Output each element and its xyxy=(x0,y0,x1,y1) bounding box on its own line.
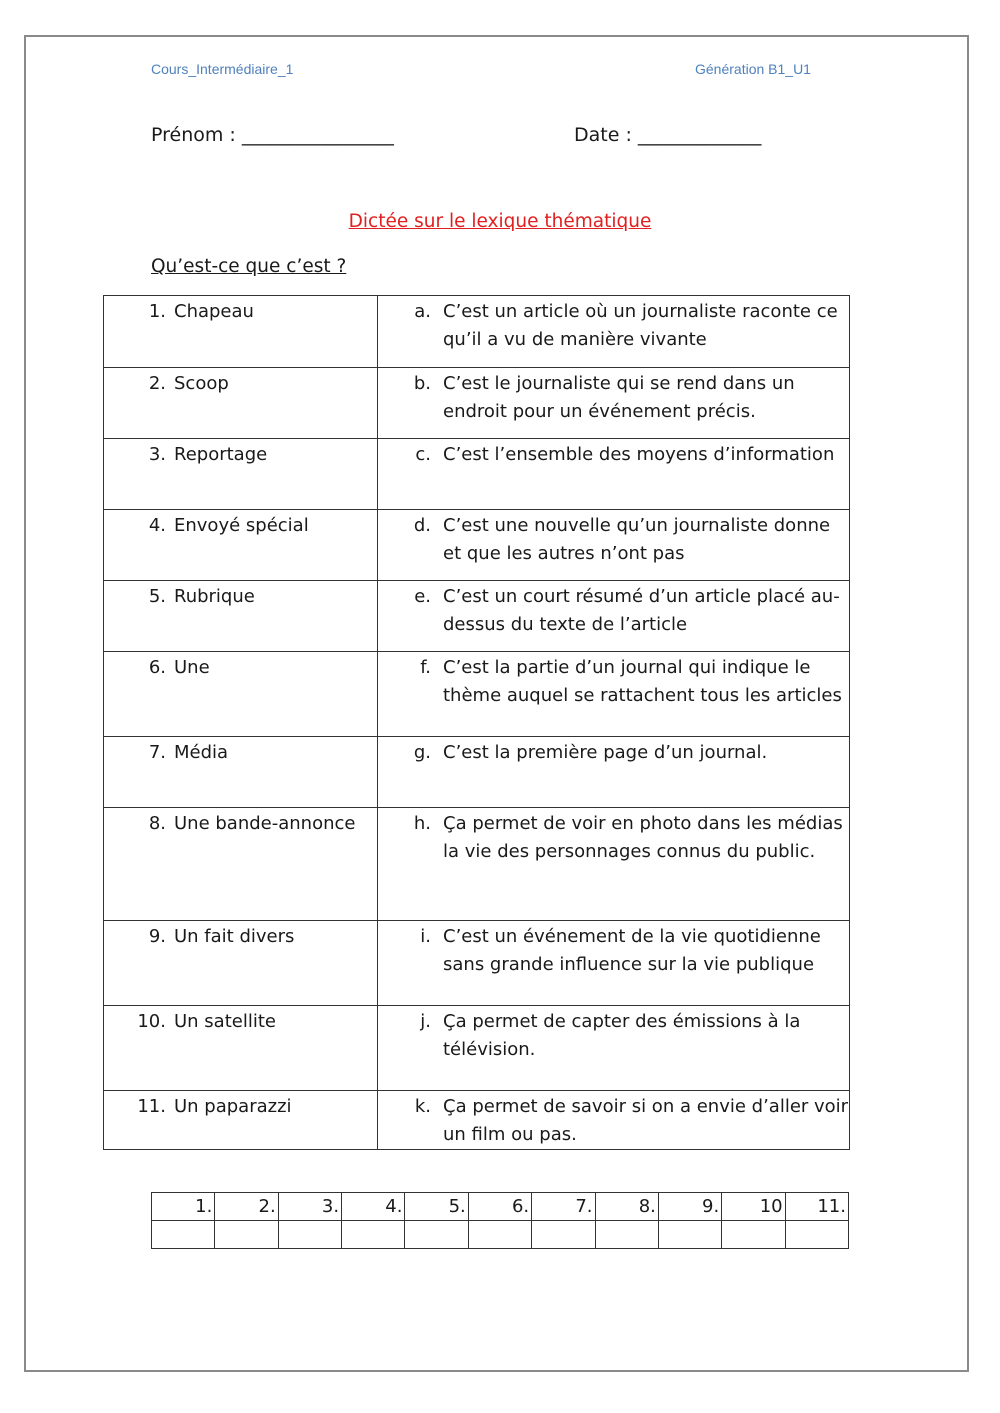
term-number: 2. xyxy=(148,373,166,394)
term-label: Un paparazzi xyxy=(174,1096,292,1117)
answer-cell[interactable] xyxy=(152,1221,215,1249)
definition-cell xyxy=(378,808,850,921)
definition-cell xyxy=(378,581,850,652)
term-label: Scoop xyxy=(174,373,229,394)
term-label: Une bande-annonce xyxy=(174,813,356,834)
definition-cell xyxy=(378,652,850,737)
term-number: 5. xyxy=(148,586,166,607)
term-number: 8. xyxy=(148,813,166,834)
term-number: 6. xyxy=(148,657,166,678)
table-row xyxy=(104,808,850,921)
table-row xyxy=(104,921,850,1006)
definition-cell xyxy=(378,296,850,368)
definition-letter: b. xyxy=(413,373,431,394)
answer-number: 4. xyxy=(342,1193,405,1221)
term-number: 4. xyxy=(148,515,166,536)
answer-number: 7. xyxy=(532,1193,595,1221)
definition-letter: e. xyxy=(414,586,431,607)
definition-text: C’est un événement de la vie quotidienne sans grande influence sur la vie publique xyxy=(443,926,821,975)
definition-text: C’est un article où un journaliste raconte ce qu’il a vu de manière vivante xyxy=(443,301,838,350)
term-label: Une xyxy=(174,657,210,678)
table-row xyxy=(104,296,850,368)
answer-number: 5. xyxy=(405,1193,468,1221)
answer-number: 6. xyxy=(468,1193,531,1221)
definition-letter: i. xyxy=(420,926,431,947)
definition-text: C’est la partie d’un journal qui indique le thème auquel se rattachent tous les articles xyxy=(443,657,842,706)
definition-cell xyxy=(378,921,850,1006)
definition-text: Ça permet de voir en photo dans les médias la vie des personnages connus du public. xyxy=(443,813,843,862)
definition-cell xyxy=(378,1006,850,1091)
term-number: 1. xyxy=(148,301,166,322)
answer-number: 2. xyxy=(215,1193,278,1221)
answer-cell[interactable] xyxy=(278,1221,341,1249)
table-row xyxy=(104,368,850,439)
term-number: 3. xyxy=(148,444,166,465)
answer-cell[interactable] xyxy=(595,1221,658,1249)
definition-letter: a. xyxy=(414,301,431,322)
definition-cell xyxy=(378,439,850,510)
definition-text: C’est un court résumé d’un article placé au-dessus du texte de l’article xyxy=(443,586,840,635)
definition-text: Ça permet de capter des émissions à la télévision. xyxy=(443,1011,801,1060)
definition-text: Ça permet de savoir si on a envie d’aller voir un film ou pas. xyxy=(443,1096,849,1145)
term-number: 7. xyxy=(148,742,166,763)
answer-cell[interactable] xyxy=(532,1221,595,1249)
matching-table xyxy=(103,295,850,1150)
answer-number: 9. xyxy=(658,1193,721,1221)
term-label: Média xyxy=(174,742,229,763)
course-header: Cours_Intermédiaire_1 xyxy=(151,61,294,77)
answer-cell[interactable] xyxy=(342,1221,405,1249)
answer-number: 1. xyxy=(152,1193,215,1221)
definition-letter: c. xyxy=(415,444,431,465)
table-row xyxy=(104,1091,850,1150)
term-label: Un satellite xyxy=(174,1011,276,1032)
definition-letter: d. xyxy=(413,515,431,536)
definition-cell xyxy=(378,737,850,808)
table-row xyxy=(104,737,850,808)
term-label: Reportage xyxy=(174,444,268,465)
answer-grid xyxy=(151,1192,849,1249)
definition-text: C’est la première page d’un journal. xyxy=(443,742,768,763)
term-label: Rubrique xyxy=(174,586,255,607)
answer-cell[interactable] xyxy=(215,1221,278,1249)
answer-number: 3. xyxy=(278,1193,341,1221)
definition-letter: g. xyxy=(413,742,431,763)
definition-letter: h. xyxy=(413,813,431,834)
term-label: Un fait divers xyxy=(174,926,295,947)
answer-number: 11. xyxy=(785,1193,848,1221)
definition-text: C’est le journaliste qui se rend dans un endroit pour un événement précis. xyxy=(443,373,795,422)
definition-letter: j. xyxy=(420,1011,431,1032)
answer-number: 8. xyxy=(595,1193,658,1221)
answer-cell[interactable] xyxy=(658,1221,721,1249)
term-number: 11. xyxy=(137,1096,166,1117)
prenom-field: Prénom : ________________ xyxy=(151,124,394,146)
table-row xyxy=(104,510,850,581)
term-number: 9. xyxy=(148,926,166,947)
table-row xyxy=(104,439,850,510)
level-header: Génération B1_U1 xyxy=(695,61,811,77)
answer-cell[interactable] xyxy=(405,1221,468,1249)
answer-cell[interactable] xyxy=(468,1221,531,1249)
table-row xyxy=(104,652,850,737)
definition-text: C’est l’ensemble des moyens d’information xyxy=(443,444,835,465)
answer-cell[interactable] xyxy=(785,1221,848,1249)
definition-cell xyxy=(378,1091,850,1150)
worksheet-title: Dictée sur le lexique thématique xyxy=(348,211,652,232)
definition-letter: k. xyxy=(414,1096,431,1117)
table-row xyxy=(104,581,850,652)
term-label: Chapeau xyxy=(174,301,254,322)
answer-grid-input-row xyxy=(152,1221,849,1249)
table-row xyxy=(104,1006,850,1091)
question-heading: Qu’est-ce que c’est ? xyxy=(151,256,347,277)
definition-cell xyxy=(378,368,850,439)
definition-letter: f. xyxy=(420,657,431,678)
answer-grid-header-row xyxy=(152,1193,849,1221)
answer-cell[interactable] xyxy=(722,1221,785,1249)
definition-cell xyxy=(378,510,850,581)
term-number: 10. xyxy=(137,1011,166,1032)
answer-number: 10 xyxy=(722,1193,785,1221)
term-label: Envoyé spécial xyxy=(174,515,309,536)
definition-text: C’est une nouvelle qu’un journaliste donne et que les autres n’ont pas xyxy=(443,515,831,564)
date-field: Date : _____________ xyxy=(574,124,762,146)
